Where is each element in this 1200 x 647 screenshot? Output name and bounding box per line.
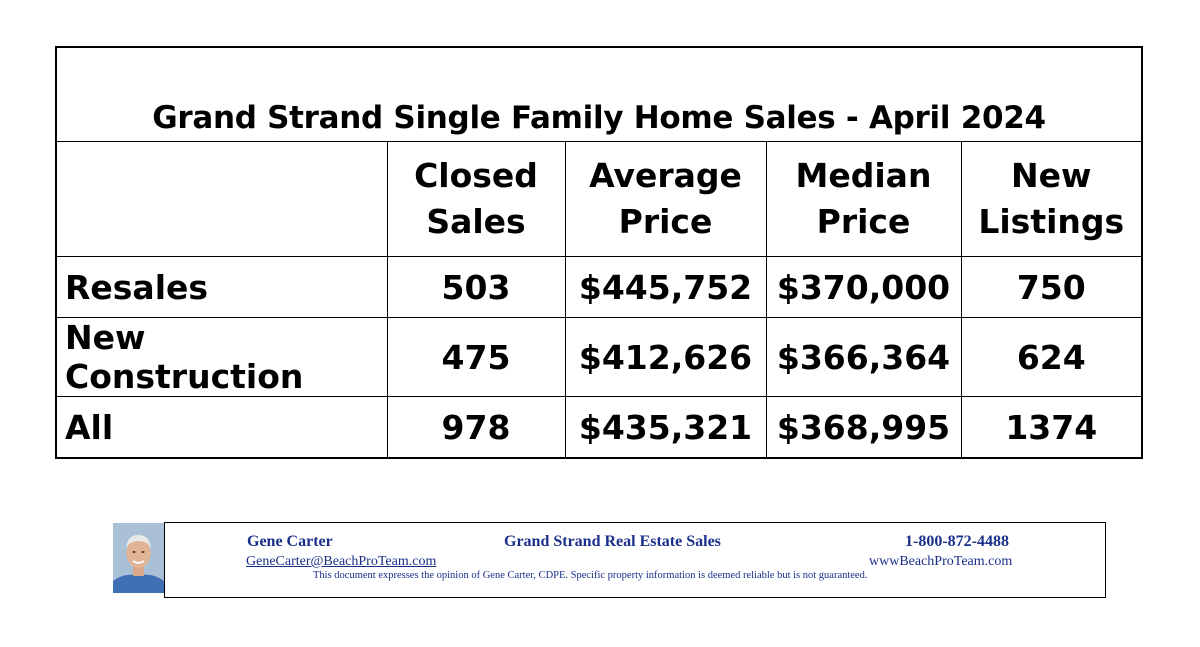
closed-sales-cell: 475 [387, 318, 565, 397]
header-new-listings [961, 142, 1142, 257]
agent-name: Gene Carter [247, 533, 333, 550]
average-price-cell: $445,752 [565, 257, 766, 318]
header-empty [56, 142, 387, 257]
average-price-cell: $435,321 [565, 397, 766, 459]
new-listings-cell: 1374 [961, 397, 1142, 459]
table-row [56, 318, 1142, 397]
company-name: Grand Strand Real Estate Sales [504, 533, 721, 550]
header-average-price [565, 142, 766, 257]
contact-footer [164, 522, 1106, 598]
header-median-price [766, 142, 961, 257]
header-median-price-line2: Price [816, 202, 911, 241]
header-closed-sales-line1: Closed [414, 156, 538, 195]
closed-sales-cell: 978 [387, 397, 565, 459]
new-listings-cell: 624 [961, 318, 1142, 397]
disclaimer-text: This document expresses the opinion of Gene Carter, CDPE. Specific property information is deemed reliable but is not guaranteed. [313, 570, 868, 581]
website-link[interactable]: wwwBeachProTeam.com [869, 554, 1013, 569]
phone-number: 1-800-872-4488 [905, 533, 1009, 550]
row-label-all: All [56, 397, 387, 459]
row-label-new-construction: New Construction [56, 318, 387, 397]
header-new-listings-line1: New [1011, 156, 1092, 195]
email-link[interactable]: GeneCarter@BeachProTeam.com [246, 554, 437, 569]
header-closed-sales [387, 142, 565, 257]
row-label-resales: Resales [56, 257, 387, 318]
table-row [56, 397, 1142, 459]
median-price-cell: $370,000 [766, 257, 961, 318]
table-title: Grand Strand Single Family Home Sales - April 2024 [56, 47, 1142, 142]
header-closed-sales-line2: Sales [426, 202, 526, 241]
median-price-cell: $366,364 [766, 318, 961, 397]
table-row [56, 257, 1142, 318]
average-price-cell: $412,626 [565, 318, 766, 397]
median-price-cell: $368,995 [766, 397, 961, 459]
header-average-price-line2: Price [618, 202, 713, 241]
agent-photo [113, 523, 164, 593]
home-sales-table [55, 46, 1143, 459]
agent-portrait-icon [113, 523, 164, 593]
header-new-listings-line2: Listings [978, 202, 1125, 241]
closed-sales-cell: 503 [387, 257, 565, 318]
header-median-price-line1: Median [795, 156, 932, 195]
new-listings-cell: 750 [961, 257, 1142, 318]
header-row [56, 142, 1142, 257]
header-average-price-line1: Average [589, 156, 742, 195]
